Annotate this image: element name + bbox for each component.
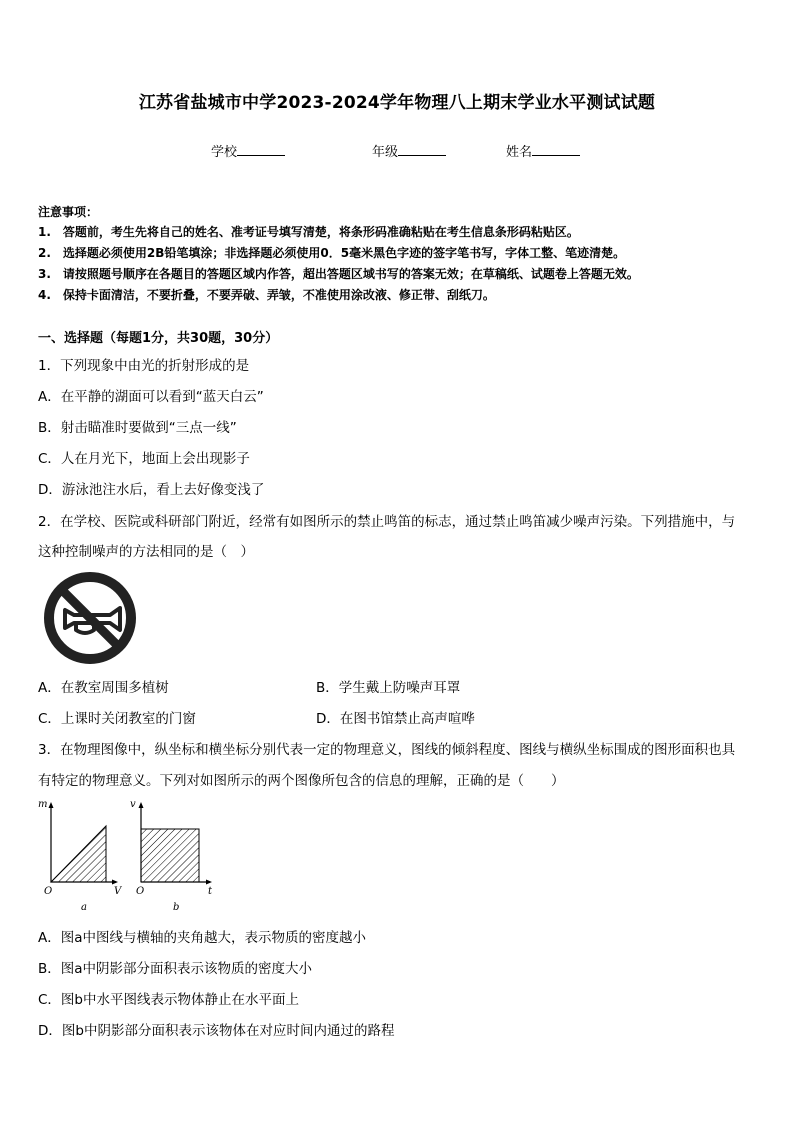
school-blank [237,143,285,156]
graph-a-caption: a [81,902,87,913]
question-1-option-b: B．射击瞄准时要做到“三点一线” [38,420,237,436]
question-2-stem-line-2: 这种控制噪声的方法相同的是（ ） [38,544,254,560]
graph-a-origin: O [44,886,53,897]
school-label: 学校 [211,145,238,160]
graph-a [49,802,119,885]
name-blank [532,143,580,156]
graph-b [139,802,213,885]
question-3-stem-line-2: 有特定的物理意义。下列对如图所示的两个图像所包含的信息的理解，正确的是（ ） [38,773,565,789]
question-3-stem-line-1: 3．在物理图像中，纵坐标和横坐标分别代表一定的物理意义，图线的倾斜程度、图线与横纵坐标围成的图形面积也具 [38,742,736,758]
question-2-option-c: C．上课时关闭教室的门窗 [38,711,196,727]
question-2-option-b: B．学生戴上防噪声耳罩 [316,680,461,696]
name-label: 姓名 [506,145,533,160]
question-2-option-a: A．在教室周围多植树 [38,680,169,696]
notice-heading: 注意事项： [38,205,99,219]
notice-item: 4. 保持卡面清洁，不要折叠，不要弄破、弄皱，不准使用涂改液、修正带、刮纸刀。 [38,288,495,302]
graph-b-y-label: v [130,799,136,810]
graphs-figure [36,798,226,916]
name-field [506,141,580,160]
notice-item: 1. 答题前，考生先将自己的姓名、准考证号填写清楚，将条形码准确粘贴在考生信息条形码粘贴区。 [38,225,579,239]
question-1-stem: 1．下列现象中由光的折射形成的是 [38,358,250,374]
school-field [211,141,285,160]
question-1-option-a: A．在平静的湖面可以看到“蓝天白云” [38,389,264,405]
graph-a-shaded-triangle [51,826,106,882]
question-3-option-c: C．图b中水平图线表示物体静止在水平面上 [38,992,299,1008]
question-3-option-b: B．图a中阴影部分面积表示该物质的密度大小 [38,961,313,977]
graph-b-shaded-rectangle [141,829,199,882]
notice-item: 2. 选择题必须使用2B铅笔填涂；非选择题必须使用0．5毫米黑色字迹的签字笔书写，字体工整、笔迹清楚。 [38,246,626,260]
question-2-stem-line-1: 2．在学校、医院或科研部门附近，经常有如图所示的禁止鸣笛的标志，通过禁止鸣笛减少噪声污染。下列措施中，与 [38,514,736,530]
graph-a-x-label: V [114,886,122,897]
graph-b-x-label: t [208,886,213,897]
section-heading: 一、选择题（每题1分，共30题，30分） [38,331,279,346]
no-horn-sign-icon [40,570,140,666]
grade-field [372,141,446,160]
graph-b-origin: O [136,886,145,897]
question-1-option-c: C．人在月光下，地面上会出现影子 [38,451,250,467]
grade-label: 年级 [372,145,399,160]
notice-item: 3. 请按照题号顺序在各题目的答题区域内作答，超出答题区域书写的答案无效；在草稿纸、试题卷上答题无效。 [38,267,639,281]
page-title: 江苏省盐城市中学2023-2024学年物理八上期末学业水平测试试题 [138,93,656,113]
question-3-option-d: D．图b中阴影部分面积表示该物体在对应时间内通过的路程 [38,1023,395,1039]
question-1-option-d: D．游泳池注水后，看上去好像变浅了 [38,482,265,498]
grade-blank [398,143,446,156]
graph-a-y-label: m [38,799,48,810]
question-3-option-a: A．图a中图线与横轴的夹角越大，表示物质的密度越小 [38,930,367,946]
question-2-option-d: D．在图书馆禁止高声喧哗 [316,711,475,727]
graph-b-caption: b [173,902,180,913]
